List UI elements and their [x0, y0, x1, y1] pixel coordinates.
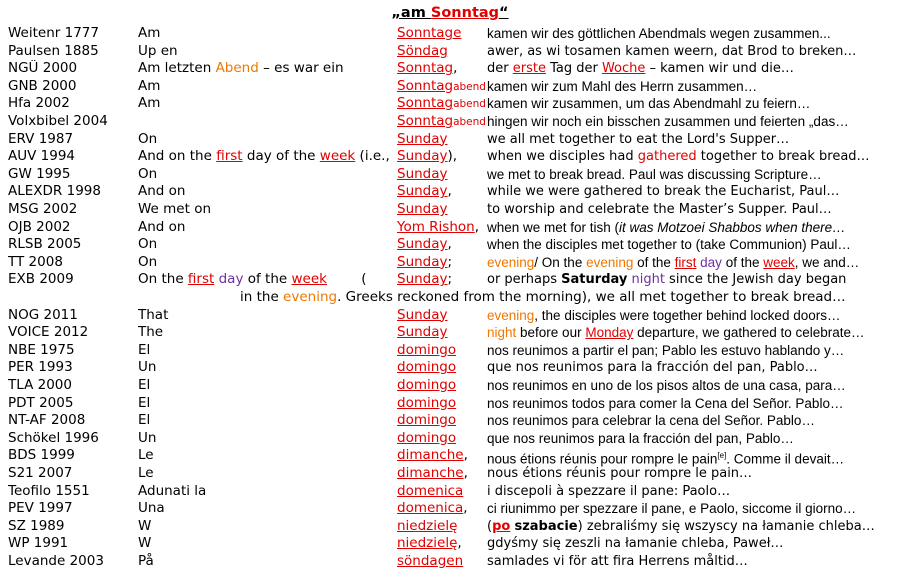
keyword-punct: ;: [447, 253, 453, 270]
prefix-text: W: [138, 535, 152, 552]
translation-row: [0, 95, 900, 113]
keyword: [397, 43, 487, 61]
keyword: [397, 342, 487, 360]
rest-text: awer, as wi tosamen kamen weern, dat Brod to breken…: [487, 43, 857, 59]
version-name: SZ 1989: [8, 517, 65, 534]
translation-row: [0, 148, 900, 166]
rest-highlight: Woche: [601, 61, 646, 77]
translation-row: [0, 78, 900, 96]
keyword-text: söndagen: [397, 553, 464, 569]
keyword: [397, 219, 487, 237]
version-name: GNB 2000: [8, 77, 77, 94]
keyword-text: Sunday: [397, 271, 448, 288]
rest-text: to worship and celebrate the Master’s Supper. Paul…: [487, 202, 832, 217]
version-name: Hfa 2002: [8, 95, 70, 112]
keyword-punct: ),: [447, 148, 458, 165]
version-name: WP 1991: [8, 535, 69, 552]
keyword: [397, 271, 487, 289]
translation-row: [0, 113, 900, 131]
rest-highlight: day: [696, 254, 722, 270]
prefix-text: And on: [138, 218, 186, 235]
rest-part: , the disciples were together behind locked doors…: [534, 307, 841, 323]
prefix-part: of the: [243, 271, 292, 288]
version-name: Weitenr 1777: [8, 25, 99, 41]
prefix-text: That: [138, 306, 169, 323]
prefix-highlight: week: [319, 148, 356, 165]
keyword-punct: ,: [474, 218, 479, 235]
version-name: RLSB 2005: [8, 236, 82, 253]
keyword-text: domingo: [397, 341, 457, 358]
continuation-text: [240, 289, 846, 307]
translation-row: [0, 60, 900, 78]
rest-text: while we were gathered to break the Eucharist, Paul…: [487, 184, 840, 200]
translation-row: [0, 271, 900, 289]
rest-part: since the Jewish day began: [664, 272, 847, 288]
keyword-text: dimanche: [397, 465, 464, 481]
prefix-highlight: Abend: [215, 60, 259, 77]
rest-text: [487, 219, 897, 237]
translation-row: [0, 43, 900, 61]
keyword: [397, 359, 487, 377]
keyword: [397, 166, 487, 184]
prefix-text: The: [138, 324, 164, 341]
keyword: [397, 483, 487, 501]
prefix-part: (: [326, 271, 367, 288]
prefix-text: På: [138, 553, 154, 569]
translation-row-continuation: [0, 289, 900, 307]
rest-italic: it was Motzoei Shabbos when there…: [619, 219, 846, 235]
prefix-text: Le: [138, 465, 154, 481]
keyword: [397, 148, 487, 166]
rest-highlight: evening: [487, 307, 535, 323]
version-name: GW 1995: [8, 165, 71, 182]
rest-text: [487, 324, 897, 342]
version-name: PEV 1997: [8, 500, 73, 517]
keyword-punct: ,: [457, 535, 462, 552]
keyword-text: Sonntag: [397, 77, 454, 94]
keyword-text: dimanche: [397, 447, 464, 464]
prefix-highlight: day: [214, 271, 244, 288]
keyword-text: domingo: [397, 412, 457, 429]
title-close: “: [499, 5, 509, 21]
keyword: [397, 412, 487, 430]
keyword: [397, 447, 487, 465]
version-name: Volxbibel 2004: [8, 113, 108, 129]
keyword: [397, 465, 487, 483]
translation-row: [0, 236, 900, 254]
keyword-text: Sunday: [397, 148, 448, 165]
keyword-text: Sunday: [397, 201, 448, 217]
keyword-suffix: abend: [453, 80, 486, 93]
rest-bold: Saturday: [561, 272, 628, 288]
rest-text: kamen wir zum Mahl des Herrn zusammen…: [487, 78, 758, 94]
prefix-text: On: [138, 236, 158, 253]
rest-text: gdyśmy się zeszli na łamanie chleba, Paweł…: [487, 536, 784, 552]
rest-text: hingen wir noch ein bisschen zusammen und feierten „das…: [487, 114, 849, 129]
keyword: [397, 183, 487, 201]
keyword-text: Sonntage: [397, 25, 462, 41]
keyword: [397, 201, 487, 219]
prefix-text: On: [138, 253, 158, 270]
keyword: [397, 500, 487, 518]
rest-text: [487, 518, 897, 536]
keyword: [397, 377, 487, 395]
prefix-highlight: first: [187, 271, 215, 288]
keyword: [397, 113, 487, 132]
rest-part: of the: [633, 254, 675, 270]
translation-row: [0, 483, 900, 501]
prefix-text: [138, 60, 396, 78]
translation-row: [0, 518, 900, 536]
version-name: VOICE 2012: [8, 324, 89, 341]
keyword-text: niedzielę: [397, 517, 458, 534]
title-word: Sonntag: [430, 5, 500, 21]
keyword-text: niedzielę: [397, 535, 458, 552]
rest-part: nous étions réunis pour rompre le pain: [487, 451, 718, 467]
version-name: ERV 1987: [8, 130, 74, 147]
keyword-text: domingo: [397, 429, 457, 446]
rest-part: Tag der: [545, 61, 602, 77]
keyword: [397, 236, 487, 254]
version-name: S21 2007: [8, 465, 73, 481]
version-name: Paulsen 1885: [8, 42, 99, 59]
version-name: EXB 2009: [8, 271, 74, 288]
rest-part: or perhaps: [487, 272, 562, 288]
rest-text: nos reunimos todos para comer la Cena del Señor. Pablo…: [487, 395, 844, 411]
keyword-text: Sunday: [397, 253, 448, 270]
keyword: [397, 78, 487, 97]
translation-row: [0, 412, 900, 430]
keyword-text: Sunday: [397, 306, 448, 323]
keyword-text: Sunday: [397, 236, 448, 253]
version-name: NBE 1975: [8, 341, 75, 358]
rest-text: [487, 307, 897, 325]
cont-part: . Greeks reckoned from the morning), we all met together to break bread…: [337, 289, 846, 305]
rest-highlight: evening: [586, 254, 634, 270]
version-name: TT 2008: [8, 253, 63, 270]
translation-row: [0, 131, 900, 149]
translation-row: [0, 324, 900, 342]
rest-text: kamen wir zusammen, um das Abendmahl zu feiern…: [487, 96, 811, 112]
prefix-part: On the: [138, 271, 188, 288]
rest-part: of the: [721, 254, 764, 270]
keyword-punct: ,: [463, 500, 468, 517]
keyword-punct: ;: [447, 271, 453, 288]
prefix-part: – es war ein: [258, 60, 344, 77]
rest-text: we met to break bread. Paul was discussing Scripture…: [487, 166, 822, 182]
version-name: ALEXDR 1998: [8, 183, 101, 200]
translation-row: [0, 201, 900, 219]
translation-row: [0, 395, 900, 413]
keyword-text: Yom Rishon: [397, 218, 475, 235]
translation-row: [0, 183, 900, 201]
rest-part: (: [487, 518, 493, 534]
prefix-text: W: [138, 517, 152, 534]
keyword: [397, 535, 487, 553]
keyword: [397, 430, 487, 448]
rest-highlight: gathered: [637, 149, 697, 165]
translation-row: [0, 342, 900, 360]
rest-text: kamen wir des göttlichen Abendmals wegen zusammen...: [487, 26, 831, 41]
rest-text: nos reunimos a partir el pan; Pablo les estuvo hablando y…: [487, 342, 845, 358]
prefix-text: [138, 271, 396, 289]
keyword-text: domenica: [397, 482, 464, 499]
prefix-text: On: [138, 165, 158, 182]
version-name: OJB 2002: [8, 218, 71, 235]
prefix-text: Up en: [138, 42, 178, 59]
translation-row: [0, 166, 900, 184]
prefix-text: El: [138, 412, 151, 429]
prefix-highlight: week: [291, 271, 327, 288]
rest-part: together to break bread…: [696, 149, 870, 165]
rest-part: departure, we gathered to celebrate…: [633, 325, 865, 341]
prefix-text: And on: [138, 183, 186, 200]
keyword: [397, 95, 487, 114]
prefix-part: (i.e.,: [355, 148, 390, 165]
rest-part: der: [487, 61, 513, 77]
keyword-text: Sunday: [397, 130, 448, 147]
rest-text: samlades vi för att fira Herrens måltid…: [487, 554, 748, 569]
cont-highlight: evening: [283, 289, 338, 305]
keyword-text: Sonntag: [397, 95, 454, 112]
rest-part: / On the: [534, 254, 587, 270]
rest-text: nos reunimos para celebrar la cena del Señor. Pablo…: [487, 413, 815, 429]
rest-part: . Comme il devait…: [726, 451, 845, 467]
keyword-punct: ,: [453, 60, 458, 77]
version-name: PDT 2005: [8, 394, 74, 411]
prefix-text: El: [138, 394, 151, 411]
keyword-text: domingo: [397, 394, 457, 411]
rest-highlight: erste: [512, 61, 546, 77]
keyword-punct: ,: [463, 447, 468, 464]
keyword: [397, 518, 487, 536]
prefix-highlight: first: [216, 148, 243, 165]
prefix-part: Am letzten: [138, 60, 216, 77]
rest-highlight: night: [627, 272, 665, 288]
prefix-text: El: [138, 341, 151, 358]
prefix-part: And on the: [138, 148, 217, 165]
keyword: [397, 60, 487, 78]
version-name: Levande 2003: [8, 553, 104, 569]
title-open: „am: [391, 5, 431, 21]
prefix-text: On: [138, 130, 158, 147]
rest-text: we all met together to eat the Lord's Supper…: [487, 131, 790, 147]
keyword: [397, 395, 487, 413]
prefix-part: day of the: [242, 148, 320, 165]
keyword-text: domingo: [397, 377, 457, 393]
keyword: [397, 25, 487, 43]
rest-part: before our: [516, 325, 586, 341]
version-name: Teofilo 1551: [8, 482, 90, 499]
keyword-suffix: abend: [453, 98, 486, 111]
keyword: [397, 324, 487, 342]
keyword: [397, 307, 487, 325]
rest-part: ) zebraliśmy się wszyscy na łamanie chleba…: [577, 518, 875, 534]
translation-row: [0, 553, 900, 571]
prefix-text: Le: [138, 447, 154, 464]
rest-part: when we met for tish (: [487, 219, 620, 235]
rest-text: [487, 148, 897, 166]
keyword: [397, 131, 487, 149]
translation-row: [0, 307, 900, 325]
version-name: BDS 1999: [8, 447, 75, 464]
keyword-text: Sunday: [397, 183, 448, 200]
keyword-text: Sonntag: [397, 113, 454, 129]
keyword-text: Sunday: [397, 165, 448, 182]
translation-row: [0, 465, 900, 483]
prefix-text: Un: [138, 429, 157, 446]
prefix-text: El: [138, 377, 151, 393]
keyword-punct: ,: [447, 236, 452, 253]
rest-highlight: Monday: [585, 325, 634, 341]
translation-row: [0, 535, 900, 553]
translation-row: [0, 430, 900, 448]
rest-text: ci riunimmo per spezzare il pane, e Paolo, siccome il giorno…: [487, 501, 857, 517]
rest-highlight: po: [492, 518, 511, 534]
version-name: PER 1993: [8, 359, 73, 376]
rest-text: que nos reunimos para la fracción del pan, Pablo…: [487, 430, 794, 446]
keyword: [397, 254, 487, 272]
keyword-text: domenica: [397, 500, 464, 517]
translation-row: [0, 254, 900, 272]
cont-part: in the: [240, 289, 284, 305]
rest-text: [487, 254, 897, 272]
rest-text: que nos reunimos para la fracción del pan, Pablo…: [487, 360, 818, 376]
version-name: NGÜ 2000: [8, 60, 78, 77]
rest-text: when the disciples met together to (take Communion) Paul…: [487, 237, 851, 253]
keyword-punct: ,: [463, 465, 468, 481]
version-name: TLA 2000: [8, 377, 72, 393]
translation-row: [0, 25, 900, 43]
rest-highlight: first: [674, 254, 697, 270]
prefix-text: [138, 148, 396, 166]
rest-text: [487, 271, 897, 289]
keyword-text: Sonntag: [397, 60, 454, 77]
prefix-text: Una: [138, 500, 165, 517]
version-name: Schökel 1996: [8, 429, 99, 446]
rest-part: – kamen wir und die…: [645, 61, 794, 77]
prefix-text: Am: [138, 25, 161, 41]
translation-row: [0, 377, 900, 395]
rest-text: nous étions réunis pour rompre le pain…: [487, 466, 753, 481]
version-name: NOG 2011: [8, 306, 78, 323]
prefix-text: Am: [138, 95, 161, 112]
rest-highlight: week: [763, 254, 795, 270]
version-name: NT-AF 2008: [8, 412, 86, 429]
prefix-text: Am: [138, 77, 161, 94]
rest-part: when we disciples had: [487, 149, 638, 165]
keyword-text: Söndag: [397, 42, 448, 59]
version-name: MSG 2002: [8, 201, 78, 217]
rest-part: , we and…: [794, 254, 860, 270]
keyword-text: Sunday: [397, 324, 448, 341]
rest-text: [487, 60, 897, 78]
rest-highlight: evening: [487, 254, 535, 270]
version-name: AUV 1994: [8, 148, 75, 165]
footnote-marker[interactable]: [e]: [717, 451, 727, 461]
rest-text: i discepoli à spezzare il pane: Paolo…: [487, 483, 731, 499]
translation-row: [0, 500, 900, 518]
prefix-text: Un: [138, 359, 157, 376]
translation-row: [0, 219, 900, 237]
prefix-text: Adunati la: [138, 482, 207, 499]
keyword-suffix: abend: [453, 116, 486, 128]
page-title: [0, 5, 900, 21]
rest-text: nos reunimos en uno de los pisos altos de una casa, para…: [487, 378, 846, 393]
rest-highlight: night: [487, 325, 517, 341]
prefix-text: We met on: [138, 201, 212, 217]
keyword-text: domingo: [397, 359, 457, 376]
keyword-punct: ,: [447, 183, 452, 200]
translation-row: [0, 359, 900, 377]
keyword: [397, 553, 487, 571]
rest-bold: szabacie: [514, 518, 578, 534]
translation-row: [0, 447, 900, 465]
